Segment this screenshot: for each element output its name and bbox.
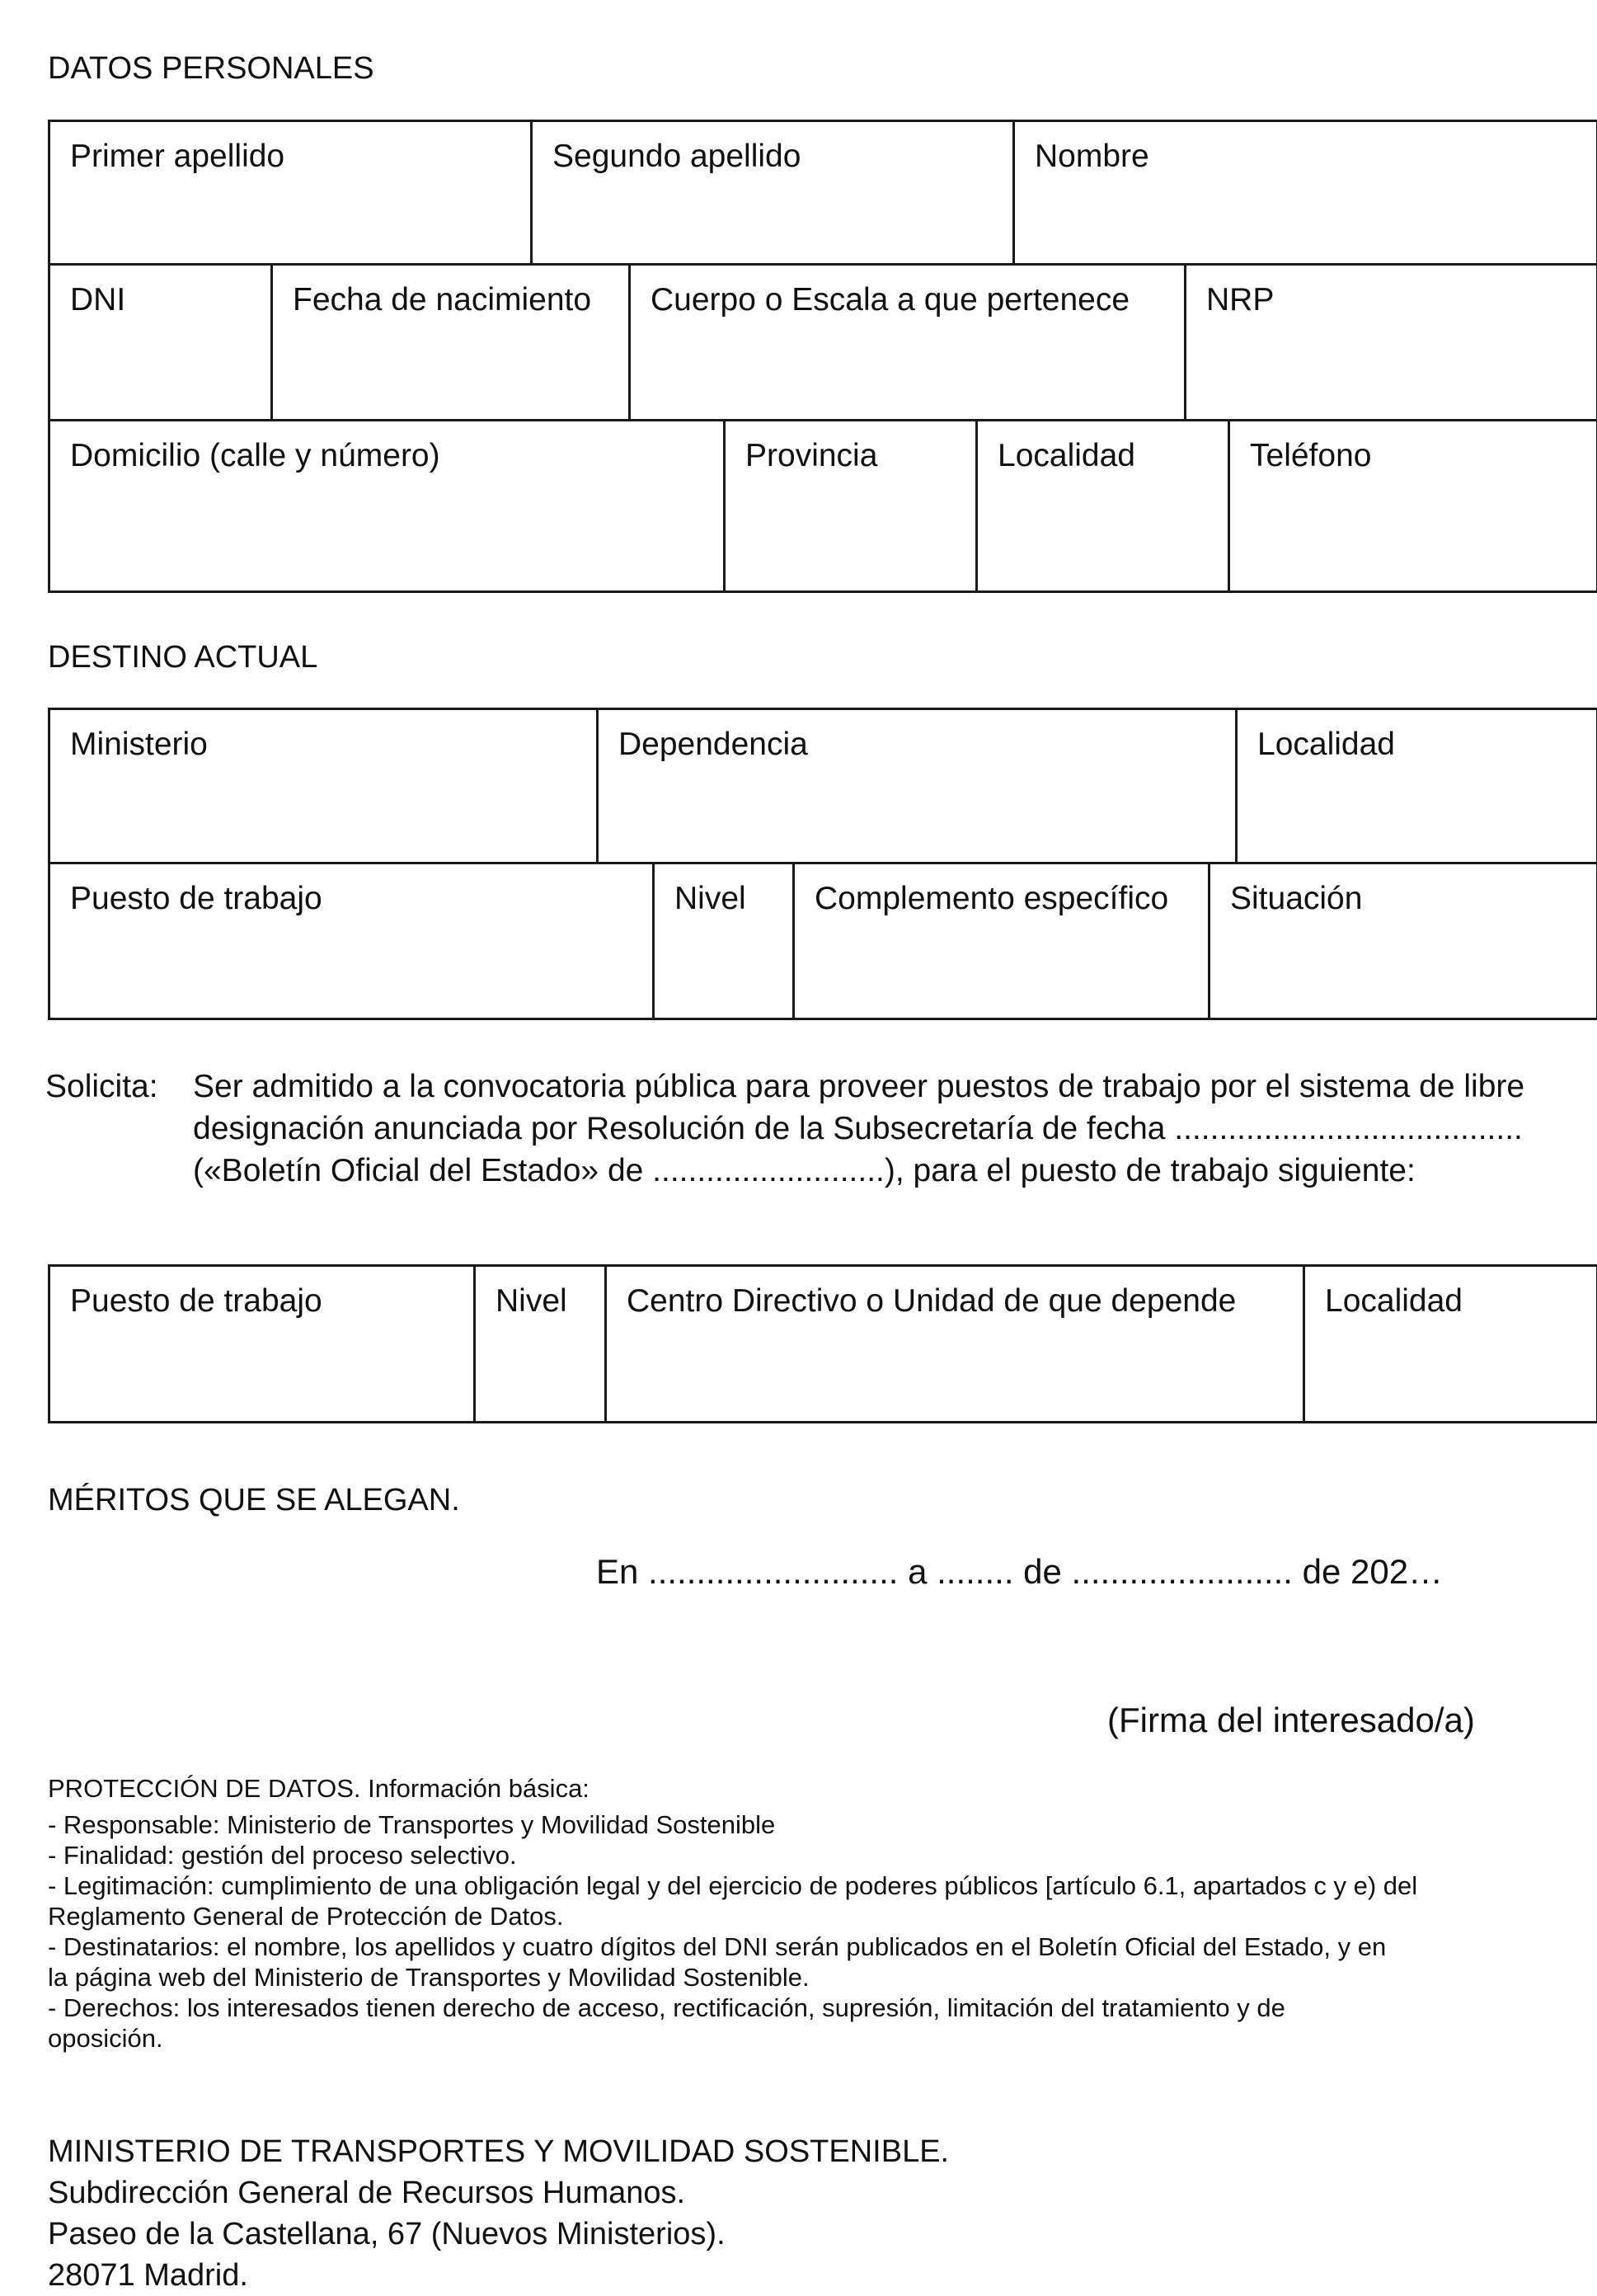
data-protection-line: - Destinatarios: el nombre, los apellidos y cuatro dígitos del DNI serán publicados en el Boletín Oficial del Estado, y en <box>48 1932 1387 1961</box>
solicita-line: Ser admitido a la convocatoria pública para proveer puestos de trabajo por el sistema de libre <box>193 1069 1525 1104</box>
data-protection-line: - Derechos: los interesados tienen derecho de acceso, rectificación, supresión, limitación del tratamiento y de <box>48 1993 1285 2022</box>
field-localidad[interactable]: Localidad <box>975 419 1230 593</box>
field-primer-apellido[interactable]: Primer apellido <box>48 120 533 266</box>
field-puesto-trabajo-actual[interactable]: Puesto de trabajo <box>48 862 655 1020</box>
field-segundo-apellido[interactable]: Segundo apellido <box>530 120 1015 266</box>
field-dependencia[interactable]: Dependencia <box>596 708 1238 864</box>
address-line: MINISTERIO DE TRANSPORTES Y MOVILIDAD SOSTENIBLE. <box>48 2134 950 2169</box>
data-protection-title: PROTECCIÓN DE DATOS. Información básica: <box>48 1774 589 1803</box>
field-cuerpo-escala[interactable]: Cuerpo o Escala a que pertenece <box>628 263 1186 421</box>
field-fecha-nacimiento[interactable]: Fecha de nacimiento <box>270 263 631 421</box>
field-situacion[interactable]: Situación <box>1208 862 1597 1020</box>
signature-caption: (Firma del interesado/a) <box>1107 1701 1475 1739</box>
field-provincia[interactable]: Provincia <box>723 419 978 593</box>
address-line: Subdirección General de Recursos Humanos. <box>48 2176 686 2210</box>
field-ministerio[interactable]: Ministerio <box>48 708 599 864</box>
data-protection-line: la página web del Ministerio de Transportes y Movilidad Sostenible. <box>48 1963 810 1992</box>
solicita-line: designación anunciada por Resolución de la Subsecretaría de fecha ....................................... <box>193 1111 1523 1146</box>
data-protection-line: Reglamento General de Protección de Datos. <box>48 1902 564 1931</box>
data-protection-line: oposición. <box>48 2024 163 2053</box>
field-localidad-solicitada[interactable]: Localidad <box>1303 1264 1597 1423</box>
solicita-label: Solicita: <box>45 1069 158 1104</box>
data-protection-line: - Legitimación: cumplimiento de una obligación legal y del ejercicio de poderes públicos [artículo 6.1, apartados c y e) del <box>48 1871 1418 1900</box>
field-nombre[interactable]: Nombre <box>1012 120 1597 266</box>
data-protection-line: - Finalidad: gestión del proceso selectivo. <box>48 1841 517 1870</box>
field-centro-directivo[interactable]: Centro Directivo o Unidad de que depende <box>604 1264 1305 1423</box>
solicita-line: («Boletín Oficial del Estado» de ..........................), para el puesto de trabajo siguiente: <box>193 1153 1416 1188</box>
field-complemento-especifico[interactable]: Complemento específico <box>792 862 1210 1020</box>
section-title-destino-actual: DESTINO ACTUAL <box>48 640 318 675</box>
field-localidad-destino[interactable]: Localidad <box>1235 708 1597 864</box>
data-protection-line: - Responsable: Ministerio de Transportes y Movilidad Sostenible <box>48 1810 776 1839</box>
field-dni[interactable]: DNI <box>48 263 273 421</box>
field-nivel-actual[interactable]: Nivel <box>652 862 795 1020</box>
field-puesto-trabajo-solicitado[interactable]: Puesto de trabajo <box>48 1264 476 1423</box>
section-title-meritos: MÉRITOS QUE SE ALEGAN. <box>48 1483 460 1517</box>
field-nivel-solicitado[interactable]: Nivel <box>473 1264 607 1423</box>
field-nrp[interactable]: NRP <box>1184 263 1597 421</box>
section-title-datos-personales: DATOS PERSONALES <box>48 51 374 86</box>
mailing-address <box>48 2131 949 2296</box>
address-line: 28071 Madrid. <box>48 2258 248 2293</box>
solicita-text <box>193 1066 1524 1192</box>
field-domicilio[interactable]: Domicilio (calle y número) <box>48 419 726 593</box>
field-telefono[interactable]: Teléfono <box>1228 419 1597 593</box>
address-line: Paseo de la Castellana, 67 (Nuevos Ministerios). <box>48 2217 726 2251</box>
date-line: En .......................... a ........ de ....................... de 202… <box>596 1552 1444 1591</box>
data-protection-info <box>48 1809 1417 2054</box>
